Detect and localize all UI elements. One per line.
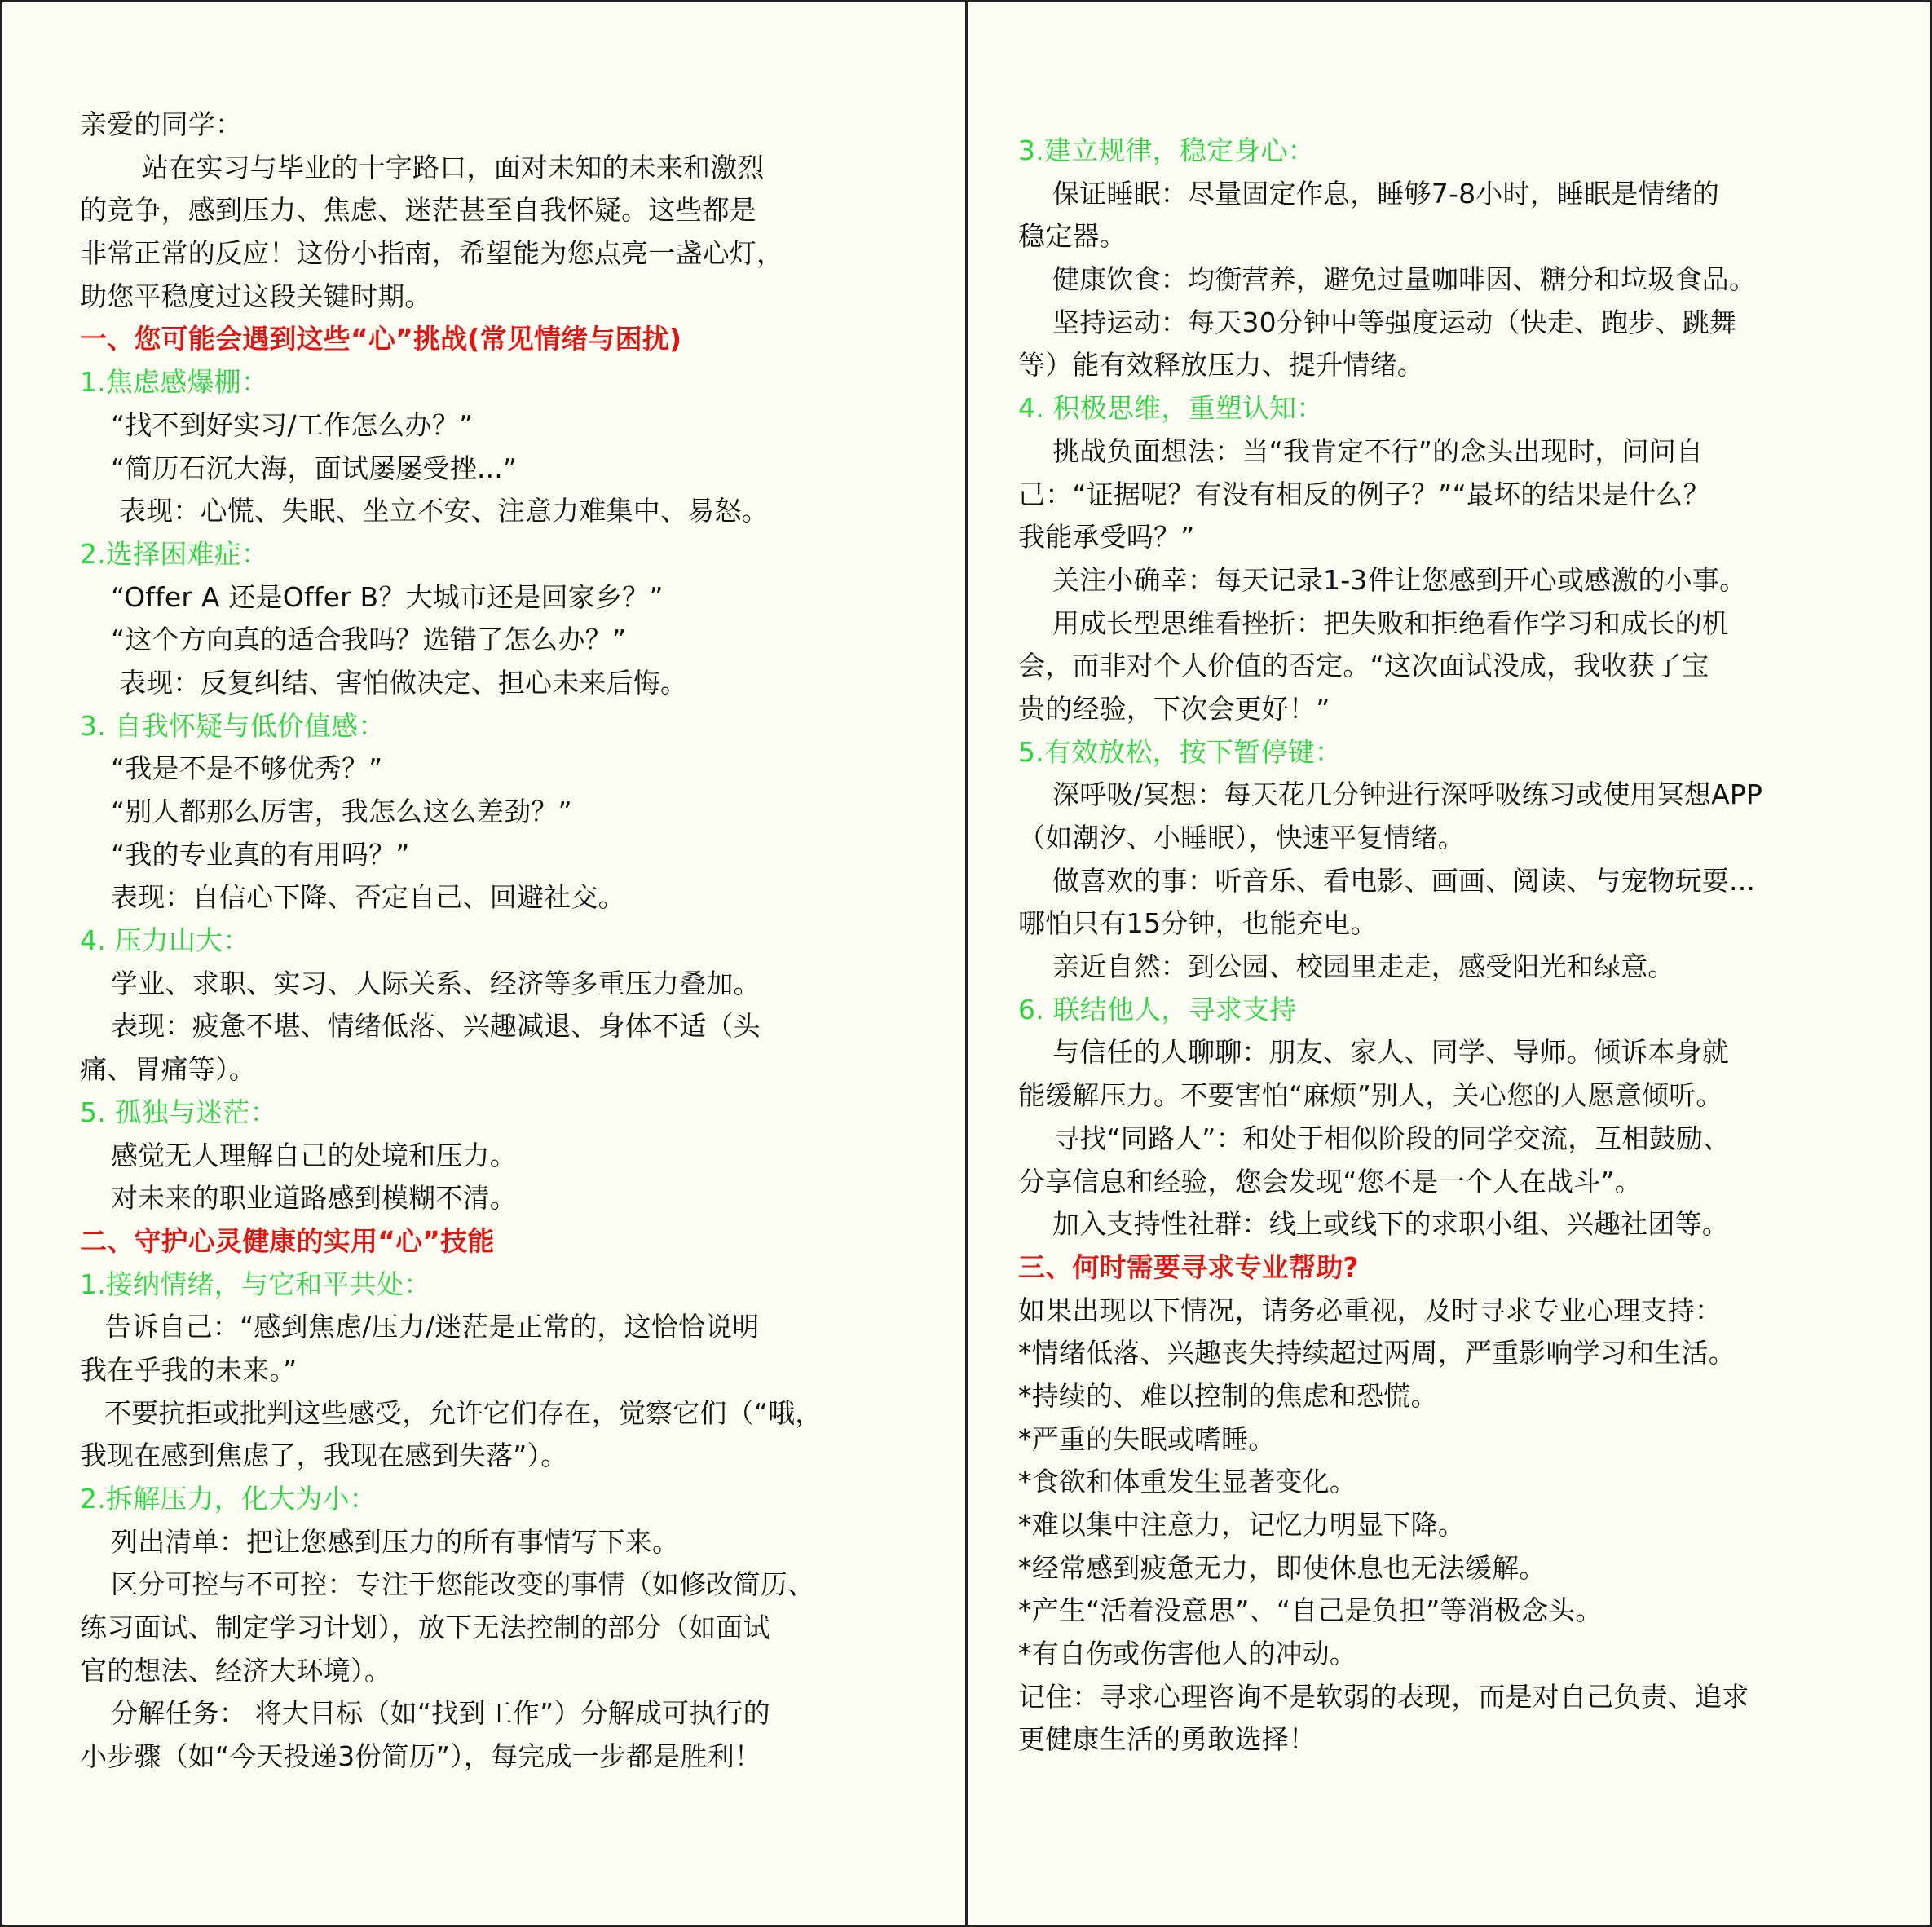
body-line: 我能承受吗？” xyxy=(1018,521,1195,553)
warning-item: *持续的、难以控制的焦虑和恐慌。 xyxy=(1018,1379,1438,1412)
body-line: 与信任的人聊聊：朋友、家人、同学、导师。倾诉本身就 xyxy=(1052,1036,1729,1069)
body-line: 己：“证据呢？有没有相反的例子？”“最坏的结果是什么？ xyxy=(1018,478,1710,510)
body-line: 亲近自然：到公园、校园里走走，感受阳光和绿意。 xyxy=(1052,950,1675,983)
body-line: 加入支持性社群：线上或线下的求职小组、兴趣社团等。 xyxy=(1052,1208,1729,1241)
symptom-line: 表现：反复纠结、害怕做决定、担心未来后悔。 xyxy=(119,666,688,699)
body-line: 小步骤（如“今天投递3份简历”），每完成一步都是胜利！ xyxy=(80,1740,762,1773)
subheading-relax: 5.有效放松，按下暂停键： xyxy=(1018,735,1343,768)
body-line: 挑战负面想法：当“我肯定不行”的念头出现时，问问自 xyxy=(1052,434,1704,467)
quote-line: “Offer A 还是Offer B？大城市还是回家乡？” xyxy=(111,580,664,613)
body-line: 列出清单：把让您感到压力的所有事情写下来。 xyxy=(111,1525,680,1558)
subheading-positive-thinking: 4. 积极思维，重塑认知： xyxy=(1018,392,1324,425)
body-line: 对未来的职业道路感到模糊不清。 xyxy=(111,1182,517,1215)
body-line: （如潮汐、小睡眠），快速平复情绪。 xyxy=(1018,822,1465,853)
subheading-pressure: 4. 压力山大： xyxy=(80,924,250,957)
body-line: 深呼吸/冥想：每天花几分钟进行深呼吸练习或使用冥想APP xyxy=(1052,778,1763,811)
subheading-choice: 2.选择困难症： xyxy=(80,537,269,570)
right-column xyxy=(1018,2,1915,1762)
body-line: 做喜欢的事：听音乐、看电影、画画、阅读、与宠物玩耍... xyxy=(1052,864,1756,897)
symptom-line: 表现：自信心下降、否定自己、回避社交。 xyxy=(111,881,625,914)
intro-line: 的竞争，感到压力、焦虑、迷茫甚至自我怀疑。这些都是 xyxy=(80,194,756,227)
subheading-accept: 1.接纳情绪，与它和平共处： xyxy=(80,1268,431,1300)
subheading-routine: 3.建立规律，稳定身心： xyxy=(1018,134,1315,166)
section-heading-3: 三、何时需要寻求专业帮助? xyxy=(1018,1250,1359,1283)
body-line: 保证睡眠：尽量固定作息，睡够7-8小时，睡眠是情绪的 xyxy=(1052,177,1720,209)
symptom-line: 表现：疲惫不堪、情绪低落、兴趣减退、身体不适（头 xyxy=(111,1010,761,1043)
body-line: 会，而非对个人价值的否定。“这次面试没成，我收获了宝 xyxy=(1018,650,1709,682)
quote-line: “我是不是不够优秀？” xyxy=(111,752,383,785)
warning-item: *难以集中注意力，记忆力明显下降。 xyxy=(1018,1509,1465,1541)
body-line: 用成长型思维看挫折：把失败和拒绝看作学习和成长的机 xyxy=(1052,606,1729,639)
quote-line: “简历石沉大海，面试屡屡受挫...” xyxy=(111,452,518,484)
body-line: 我在乎我的未来。” xyxy=(80,1353,298,1386)
body-line: 学业、求职、实习、人际关系、经济等多重压力叠加。 xyxy=(111,967,761,999)
warning-item: *产生“活着没意思”、“自己是负担”等消极念头。 xyxy=(1018,1594,1603,1627)
warning-item: *经常感到疲惫无力，即使休息也无法缓解。 xyxy=(1018,1551,1546,1584)
body-line: 能缓解压力。不要害怕“麻烦”别人，关心您的人愿意倾听。 xyxy=(1018,1079,1723,1112)
body-line: 我现在感到焦虑了，我现在感到失落”）。 xyxy=(80,1440,568,1472)
warning-item: *严重的失眠或嗜睡。 xyxy=(1018,1422,1276,1455)
closing-line: 更健康生活的勇敢选择！ xyxy=(1018,1723,1317,1756)
greeting: 亲爱的同学： xyxy=(80,108,243,140)
body-line: 稳定器。 xyxy=(1018,220,1127,253)
intro-line: 站在实习与毕业的十字路口，面对未知的未来和激烈 xyxy=(142,151,765,183)
body-line: 等）能有效释放压力、提升情绪。 xyxy=(1018,349,1424,381)
body-line: 坚持运动：每天30分钟中等强度运动（快走、跑步、跳舞 xyxy=(1052,306,1737,338)
body-line: 不要抗拒或批判这些感受，允许它们存在，觉察它们（“哦， xyxy=(104,1396,823,1429)
quote-line: “这个方向真的适合我吗？选错了怎么办？” xyxy=(111,624,627,656)
symptom-line: 表现：心慌、失眠、坐立不安、注意力难集中、易怒。 xyxy=(119,495,769,527)
warning-item: *情绪低落、兴趣丧失持续超过两周，严重影响学习和生活。 xyxy=(1018,1337,1736,1369)
body-line: 感觉无人理解自己的处境和压力。 xyxy=(111,1139,517,1171)
subheading-self-doubt: 3. 自我怀疑与低价值感： xyxy=(80,709,386,742)
body-line: 健康饮食：均衡营养，避免过量咖啡因、糖分和垃圾食品。 xyxy=(1052,263,1757,296)
closing-line: 记住：寻求心理咨询不是软弱的表现，而是对自己负责、追求 xyxy=(1018,1680,1749,1713)
body-line: 告诉自己：“感到焦虑/压力/迷茫是正常的，这恰恰说明 xyxy=(104,1311,760,1343)
body-line: 如果出现以下情况，请务必重视，及时寻求专业心理支持： xyxy=(1018,1294,1722,1326)
intro-line: 非常正常的反应！这份小指南，希望能为您点亮一盏心灯， xyxy=(80,237,784,270)
quote-line: “我的专业真的有用吗？” xyxy=(111,838,410,871)
body-line: 官的想法、经济大环境）。 xyxy=(80,1654,391,1687)
intro-line: 助您平稳度过这段关键时期。 xyxy=(80,280,432,312)
warning-item: *有自伤或伤害他人的冲动。 xyxy=(1018,1638,1357,1670)
section-heading-1: 一、您可能会遇到这些“心”挑战(常见情绪与困扰) xyxy=(80,323,682,355)
symptom-line: 痛、胃痛等）。 xyxy=(80,1053,256,1086)
body-line: 区分可控与不可控：专注于您能改变的事情（如修改简历、 xyxy=(111,1568,815,1601)
body-line: 分解任务： 将大目标（如“找到工作”）分解成可执行的 xyxy=(111,1697,770,1730)
subheading-anxiety: 1.焦虑感爆棚： xyxy=(80,366,269,399)
subheading-loneliness: 5. 孤独与迷茫： xyxy=(80,1096,277,1128)
subheading-connect: 6. 联结他人，寻求支持 xyxy=(1018,993,1297,1025)
body-line: 哪怕只有15分钟，也能充电。 xyxy=(1018,907,1378,940)
warning-item: *食欲和体重发生显著变化。 xyxy=(1018,1466,1357,1498)
quote-line: “找不到好实习/工作怎么办？” xyxy=(111,408,474,441)
section-heading-2: 二、守护心灵健康的实用“心”技能 xyxy=(80,1224,495,1257)
left-column xyxy=(80,2,960,1779)
fold-divider xyxy=(965,2,968,1925)
body-line: 关注小确幸：每天记录1-3件让您感到开心或感激的小事。 xyxy=(1052,563,1747,596)
body-line: 分享信息和经验，您会发现“您不是一个人在战斗”。 xyxy=(1018,1165,1642,1197)
body-line: 贵的经验，下次会更好！” xyxy=(1018,692,1330,725)
subheading-breakdown: 2.拆解压力，化大为小： xyxy=(80,1483,377,1515)
quote-line: “别人都那么厉害，我怎么这么差劲？” xyxy=(111,796,572,827)
body-line: 练习面试、制定学习计划），放下无法控制的部分（如面试 xyxy=(80,1612,770,1644)
body-line: 寻找“同路人”：和处于相似阶段的同学交流，互相鼓励、 xyxy=(1052,1122,1731,1154)
